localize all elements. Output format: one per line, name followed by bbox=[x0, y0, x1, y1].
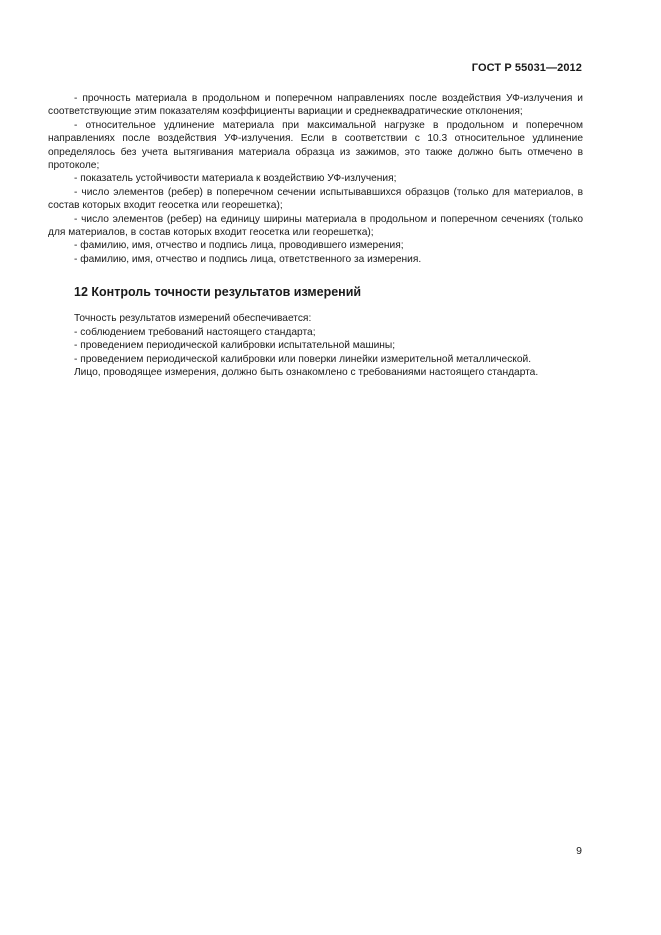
list-item: - прочность материала в продольном и поперечном направлениях после воздействия УФ-излучения и соответствующие этим показателям коэффициенты вариации и среднеквадратические отклонения; bbox=[48, 93, 583, 118]
list-item: - фамилию, имя, отчество и подпись лица, проводившего измерения; bbox=[74, 240, 404, 252]
list-item: - фамилию, имя, отчество и подпись лица, ответственного за измерения. bbox=[74, 253, 422, 265]
list-item: - относительное удлинение материала при максимальной нагрузке в продольном и поперечном направлениях после воздействия УФ-излучения. Если в соответствии с 10.3 относительное удлинение определялось без учета вытягивания материала образца из зажимов, это также должно быть отмечено в протоколе; bbox=[48, 119, 583, 172]
list-item: - показатель устойчивости материала к воздействию УФ-излучения; bbox=[74, 173, 397, 185]
list-item: - число элементов (ребер) в поперечном сечении испытывавшихся образцов (только для материалов, в состав которых входит геосетка или георешетка); bbox=[48, 186, 583, 212]
page-number: 9 bbox=[576, 845, 582, 857]
document-code: ГОСТ Р 55031—2012 bbox=[471, 62, 582, 74]
list-item: - соблюдением требований настоящего стандарта; bbox=[74, 326, 316, 338]
report-items-list bbox=[48, 92, 583, 266]
list-item: - проведением периодической калибровки испытательной машины; bbox=[74, 340, 396, 352]
list-item: - проведением периодической калибровки или поверки линейки измерительной металлической. bbox=[74, 353, 532, 365]
section-heading: 12 Контроль точности результатов измерений bbox=[74, 285, 362, 300]
section-closing: Лицо, проводящее измерения, должно быть ознакомлено с требованиями настоящего стандарта. bbox=[74, 366, 539, 378]
page-content bbox=[48, 92, 583, 379]
section-body bbox=[48, 312, 583, 379]
list-item: - число элементов (ребер) на единицу ширины материала в продольном и поперечном сечениях (только для материалов, в состав которых входит геосетка или георешетка); bbox=[48, 213, 583, 239]
section-intro: Точность результатов измерений обеспечивается: bbox=[74, 313, 312, 325]
